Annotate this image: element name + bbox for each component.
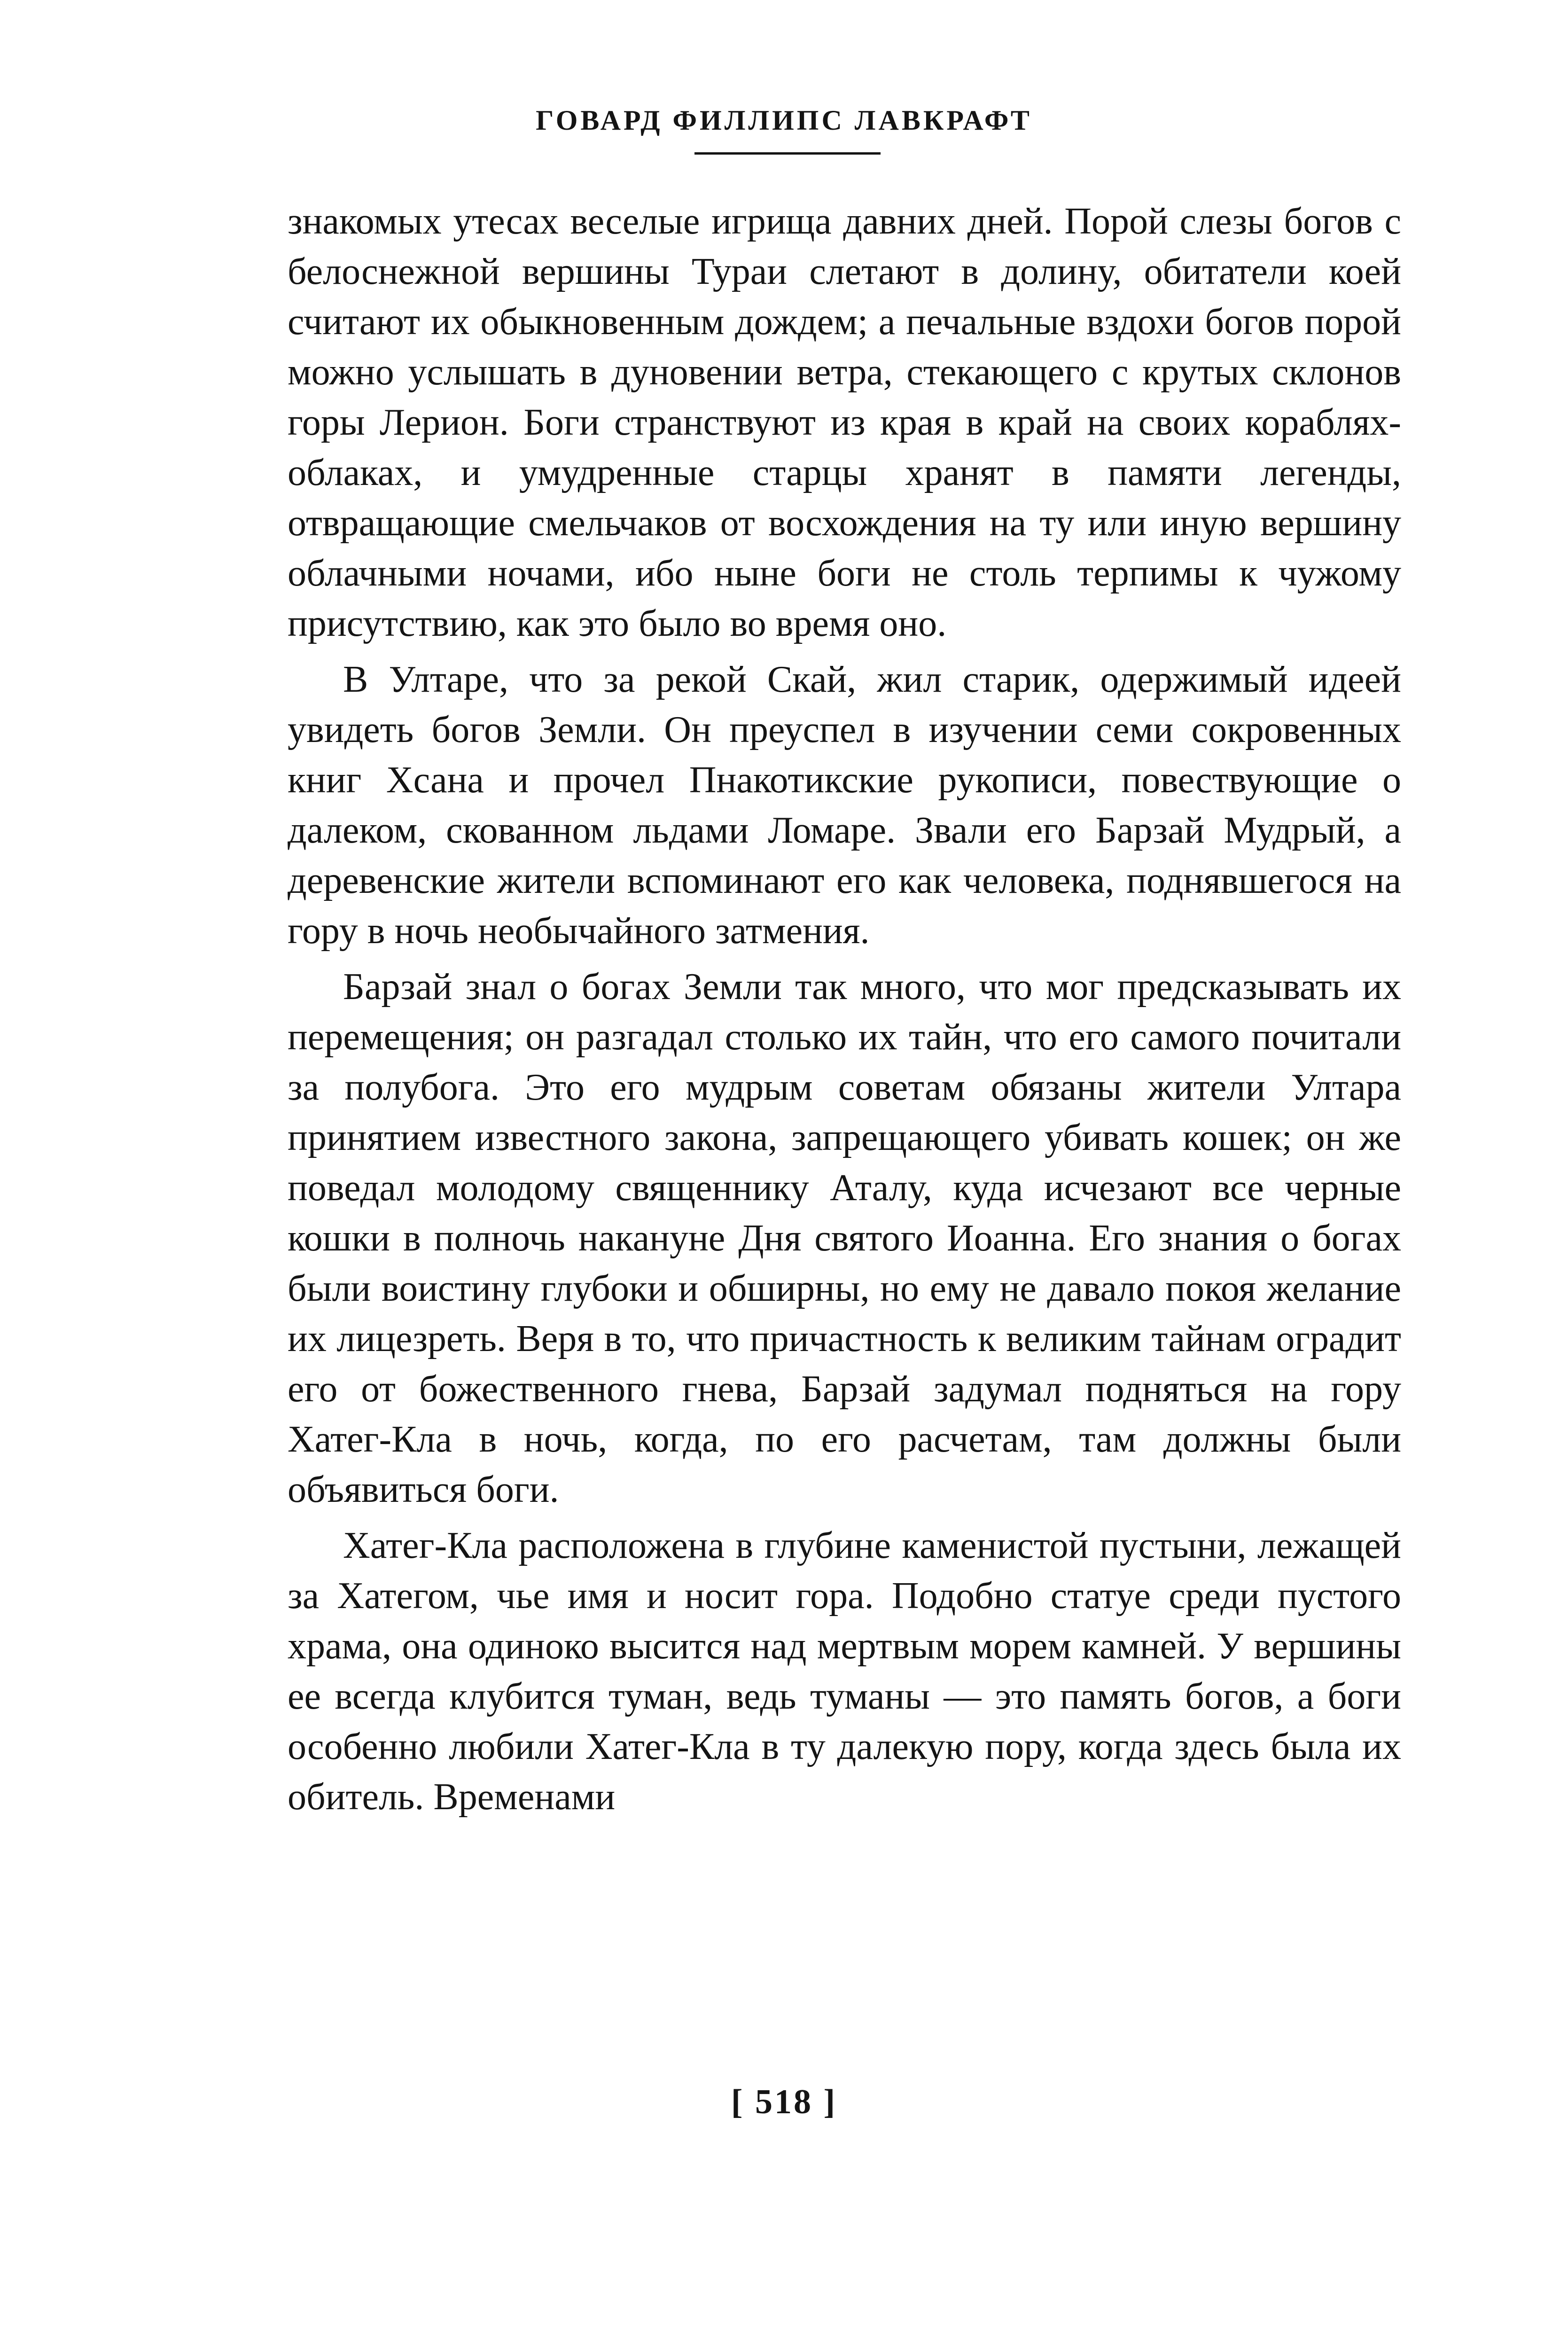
page-number: [ 518 ]	[731, 2083, 837, 2121]
paragraph-3: Барзай знал о богах Земли так много, что мог предсказывать их перемещения; он разгадал столько их тайн, что его самого почитали за полубога. Это его мудрым советам обязаны жители Ултара принятием известного закона, запрещающего убивать кошек; он же поведал молодому священнику Аталу, куда исчезают все черные кошки в полночь накануне Дня святого Иоанна. Его знания о богах были воистину глубоки и обширны, но ему не давало покоя желание их лицезреть. Веря в то, что причастность к великим тайнам оградит его от божественного гнева, Барзай задумал подняться на гору Хатег-Кла в ночь, когда, по его расчетам, там должны были объявиться боги.	[288, 966, 1401, 1510]
running-head-rule	[694, 152, 881, 155]
running-head-author: ГОВАРД ФИЛЛИПС ЛАВКРАФТ	[536, 105, 1032, 136]
paragraph-4: Хатег-Кла расположена в глубине каменистой пустыни, лежащей за Хатегом, чье имя и носит гора. Подобно статуе среди пустого храма, она одиноко высится над мертвым морем камней. У вершины ее всегда клубится туман, ведь туманы — это память богов, а боги особенно любили Хатег-Кла в ту далекую пору, когда здесь была их обитель. Временами	[288, 1525, 1401, 1818]
paragraph-2: В Ултаре, что за рекой Скай, жил старик, одержимый идеей увидеть богов Земли. Он преуспел в изучении семи сокровенных книг Хсана и прочел Пнакотикские рукописи, повествующие о далеком, скованном льдами Ломаре. Звали его Барзай Мудрый, а деревенские жители вспоминают его как человека, поднявшегося на гору в ночь необычайного затмения.	[288, 659, 1401, 952]
body-text	[288, 196, 1401, 1828]
paragraph-1: знакомых утесах веселые игрища давних дней. Порой слезы богов с белоснежной вершины Тураи слетают в долину, обитатели коей считают их обыкновенным дождем; а печальные вздохи богов порой можно услышать в дуновении ветра, стекающего с крутых склонов горы Лерион. Боги странствуют из края в край на своих кораблях-облаках, и умудренные старцы хранят в памяти легенды, отвращающие смельчаков от восхождения на ту или иную вершину облачными ночами, ибо ныне боги не столь терпимы к чужому присутствию, как это было во время оно.	[288, 201, 1401, 644]
